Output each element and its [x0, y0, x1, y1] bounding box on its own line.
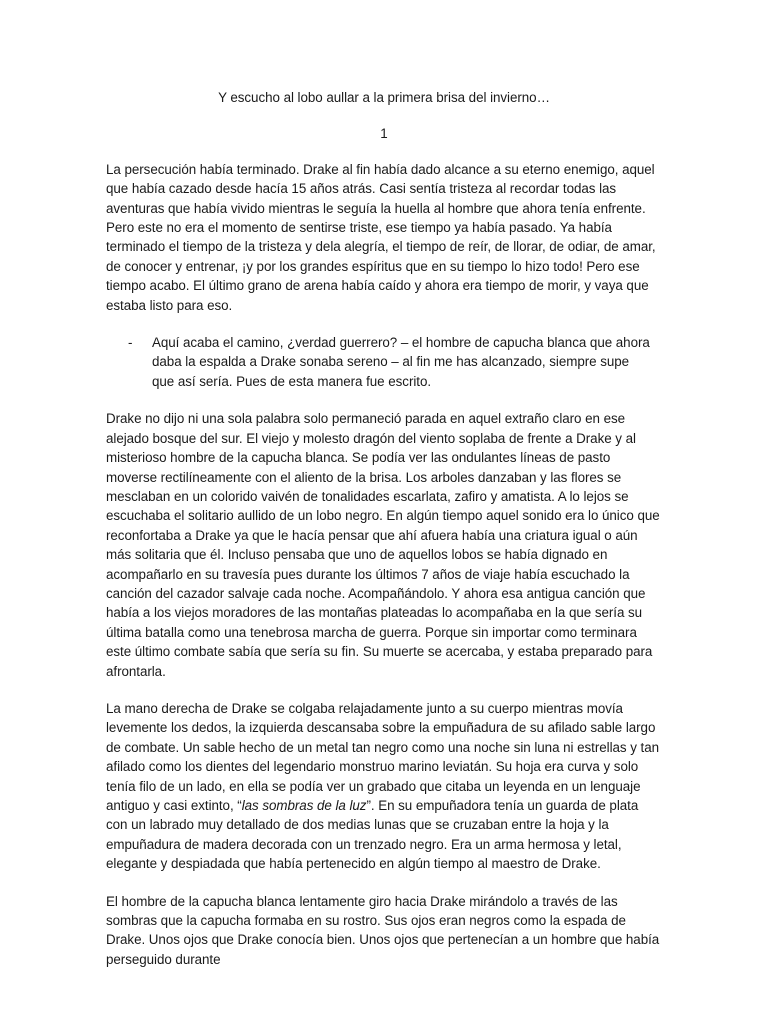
list-dash: - — [128, 335, 133, 351]
dialogue-text: Aquí acaba el camino, ¿verdad guerrero? – el hombre de capucha blanca que ahora daba la espalda a Drake sonaba sereno – al fin me has alcanzado, siempre supe que así sería. Pues de esta manera fue escrito. — [152, 335, 650, 389]
paragraph-2: Drake no dijo ni una sola palabra solo permaneció parada en aquel extraño claro en ese alejado bosque del sur. El viejo y molesto dragón del viento soplaba de frente a Drake y al misterioso hombre de la capucha blanca. Se podía ver las ondulantes líneas de pasto moverse rectilíneamente con el aliento de la brisa. Los arboles danzaban y las flores se mesclaban en un colorido vaivén de tonalidades escarlata, zafiro y amatista. A lo lejos se escuchaba el solitario aullido de un lobo negro. En algún tiempo aquel sonido era lo único que reconfortaba a Drake ya que le hacía pensar que ahí afuera había una criatura igual o aún más solitaria que él. Incluso pensaba que uno de aquellos lobos se había dignado en acompañarlo en su travesía pues durante los últimos 7 años de viaje había escuchado la canción del cazador salvaje cada noche. Acompañándolo. Y ahora esa antigua canción que había a los viejos moradores de las montañas plateadas lo acompañaba en la que sería su última batalla como una tenebrosa marcha de guerra. Porque sin importar como terminara este último combate sabía que sería su fin. Su muerte se acercaba, y estaba preparado para afrontarla. — [106, 411, 660, 679]
dialogue-list-item — [106, 333, 662, 391]
paragraph-3-italic-quote: las sombras de la luz — [241, 798, 367, 813]
document-body — [106, 88, 662, 969]
chapter-number: 1 — [380, 126, 388, 142]
paragraph-3-text-start: La mano derecha de Drake se colgaba relajadamente junto a su cuerpo mientras movía levemente los dedos, la izquierda descansaba sobre la empuñadura de su afilado sable largo de combate. Un sable hecho de un metal tan negro como una noche sin luna ni estrellas y tan afilado como los dientes del legendario monstruo marino leviatán. Su hoja era curva y solo tenía filo de un lado, en ella se podía ver un grabado que citaba un leyenda en un lenguaje antiguo y casi extinto, “ — [106, 700, 659, 813]
paragraph-1: La persecución había terminado. Drake al fin había dado alcance a su eterno enemigo, aquel que había cazado desde hacía 15 años atrás. Casi sentía tristeza al recordar todas las aventuras que había vivido mientras le seguía la huella al hombre que ahora tenía enfrente. Pero este no era el momento de sentirse triste, ese tiempo ya había pasado. Ya había terminado el tiempo de la tristeza y dela alegría, el tiempo de reír, de llorar, de odiar, de amar, de conocer y entrenar, ¡y por los grandes espíritus que en su tiempo lo hizo todo! Pero ese tiempo acabo. El último grano de arena había caído y ahora era tiempo de morir, y vaya que estaba listo para eso. — [106, 161, 656, 313]
paragraph-3 — [106, 699, 662, 874]
paragraph-3-text-end: ”. En su empuñadora tenía un guarda de plata con un labrado muy detallado de dos medias lunas que se cruzaban entre la hoja y la empuñadura de madera decorada con un trenzado negro. Era un arma hermosa y letal, elegante y despiadada que había pertenecido en algún tiempo al maestro de Drake. — [106, 798, 639, 872]
document-title: Y escucho al lobo aullar a la primera brisa del invierno… — [218, 90, 550, 105]
paragraph-4: El hombre de la capucha blanca lentamente giro hacia Drake mirándolo a través de las sombras que la capucha formaba en su rostro. Sus ojos eran negros como la espada de Drake. Unos ojos que Drake conocía bien. Unos ojos que pertenecían a un hombre que había perseguido durante — [106, 893, 660, 967]
